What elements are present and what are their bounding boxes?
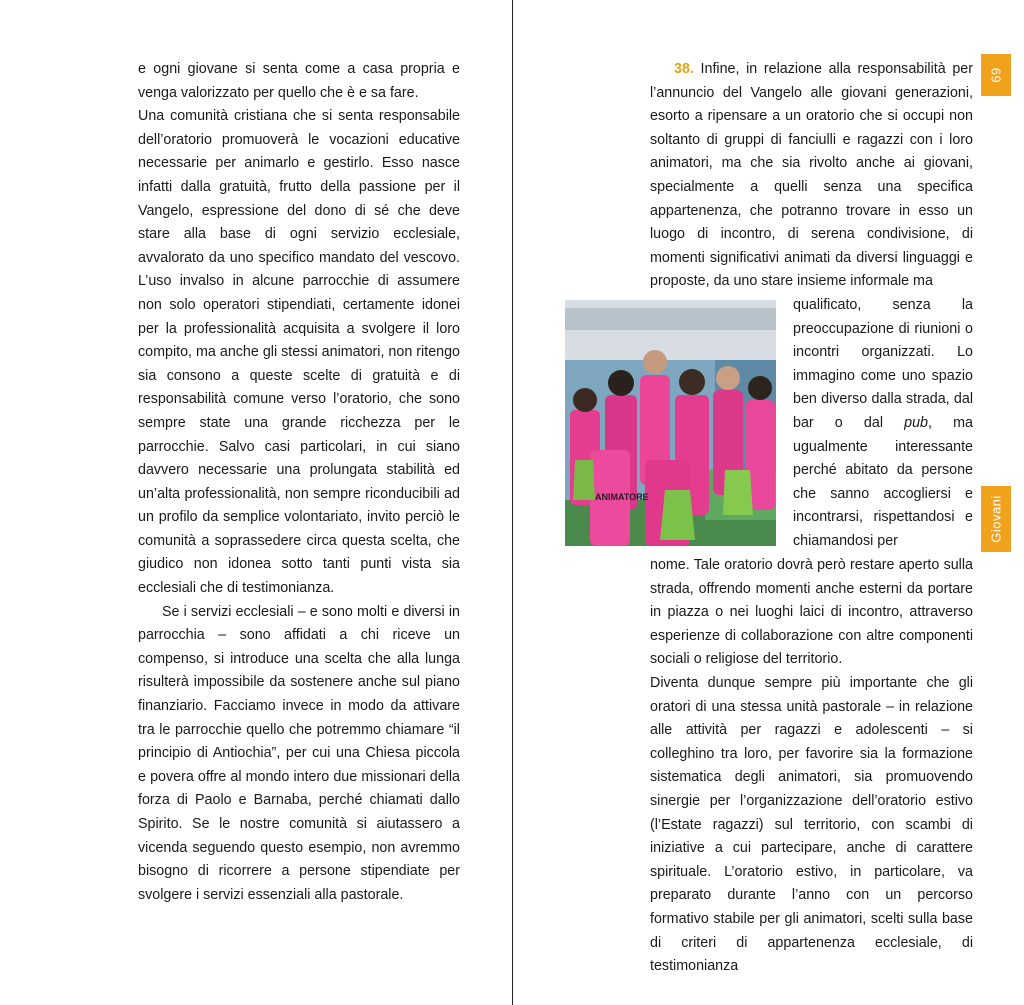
left-paragraph-2: Una comunità cristiana che si senta responsabile dell’oratorio promuoverà le vocazioni educative necessarie per animarlo e gestirlo. Esso nasce infatti dalla gratuità, frutto della passione per il Vangelo, espressione del dono di sé che deve stare alla base di ogni servizio ecclesiale, avvalorato da uno specifico mandato del vescovo. L’uso invalso in alcune parrocchie di assumere non solo operatori stipendiati, certamente idonei per la professionalità acquisita a svolgere il loro compito, ma anche gli stessi animatori, non ritengo sia consono a queste scelte di gratuità e di responsabilità comune verso l’oratorio, che sono sempre state una grande ricchezza per le parrocchie. Salvo casi particolari, in cui siano davvero necessarie una prolungata stabilità ed un’alta professionalità, non sempre riconducibili ad un profilo da semplice volontariato, invito perciò le comunità a soprassedere circa questa scelta, che giudico non idonea sotto tanti punti vista sia ecclesiali che di testimonianza.: [138, 108, 460, 597]
section-number: 38.: [674, 61, 694, 77]
left-paragraph-1: e ogni giovane si senta come a casa propria e venga valorizzato per quello che è e sa fare.: [138, 61, 460, 101]
page-number: 69: [988, 67, 1004, 83]
right-paragraph-continuation: nome. Tale oratorio dovrà però restare aperto sulla strada, offrendo momenti anche esterni da portare in piazza o nei luoghi laici di incontro, attraverso esperienze di collaborazione con altre componenti sociali o religiose del territorio.: [650, 557, 973, 668]
wrap-text-b: , ma ugualmente interessante perché abitato da persone che sanno accogliersi e incontrarsi, rispettandosi e chiamandosi per: [793, 414, 973, 549]
right-paragraph-2: Diventa dunque sempre più importante che gli oratori di una stessa unità pastorale – in relazione alle attività per ragazzi e adolescenti – si colleghino tra loro, per favorire sia la formazione sistematica degli animatori, sia promuovendo sinergie per l’organizzazione dell’oratorio estivo (l’Estate ragazzi) sul territorio, con scambi di iniziative a cui partecipare, anche di carattere spirituale. L’oratorio estivo, in particolare, va preparato durante l’anno con un percorso formativo stabile per gli animatori, scelti sulla base di criteri di appartenenza ecclesiale, di testimonianza: [650, 674, 973, 975]
wrap-text-a: qualificato, senza la preoccupazione di riunioni o incontri organizzati. Lo immagino come uno spazio ben diverso dalla strada, dal bar o dal: [793, 297, 973, 431]
page-gutter-line: [512, 0, 513, 1005]
section-tab: [981, 486, 1011, 552]
section-label: Giovani: [988, 495, 1004, 543]
photo-young-animators: [565, 300, 776, 546]
right-column-intro: [650, 58, 973, 294]
photo-illustration: [565, 300, 776, 546]
left-column: [138, 58, 460, 907]
left-paragraph-3: Se i servizi ecclesiali – e sono molti e diversi in parrocchia – sono affidati a chi riceve un compenso, si introduce una scelta che alla lunga risulterà impossibile da sostenere anche sul piano finanziario. Facciamo invece in modo da attivare tra le parrocchie quello che potremmo chiamare “il principio di Antiochia”, per cui una Chiesa piccola e povera offre al mondo intero due missionari della forza di Paolo e Barnaba, perché chiamati dallo Spirito. Se le nostre comunità si aiutassero a vicenda seguendo questo esempio, non avremmo bisogno di ricorrere a persone stipendiate per svolgere i servizi essenziali alla pastorale.: [138, 603, 460, 903]
section-intro-text: Infine, in relazione alla responsabilità per l’annuncio del Vangelo alle giovani generazioni, esorto a ripensare a un oratorio che si occupi non soltanto di gruppi di fanciulli e ragazzi con i loro animatori, ma che sia rivolto anche ai giovani, specialmente a quelli senza una specifica appartenenza, che potranno trovare in esso un luogo di incontro, di serena condivisione, di momenti significativi animati da diversi linguaggi e proposte, da uno stare insieme informale ma: [650, 61, 973, 290]
page-number-tab: [981, 54, 1011, 96]
wrap-text-italic: pub: [904, 414, 928, 431]
right-column-continuation: [650, 554, 973, 979]
shirt-lettering: ANIMATORE: [595, 492, 649, 502]
right-column-wrap-text: [793, 294, 973, 554]
